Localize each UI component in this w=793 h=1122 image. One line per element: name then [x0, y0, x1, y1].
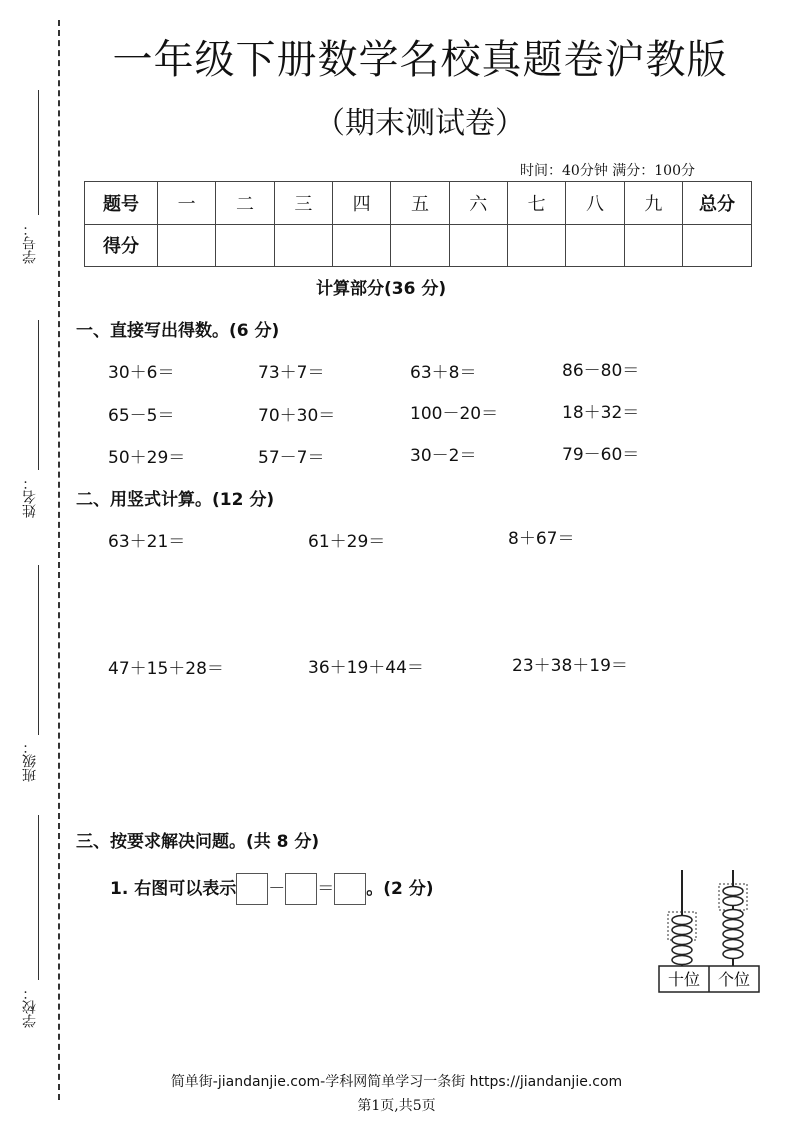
problem-item: 73＋7＝: [258, 363, 325, 383]
problem-item: 61＋29＝: [308, 532, 386, 552]
school-line: [38, 815, 39, 980]
problem-item: 30－2＝: [410, 446, 477, 466]
problem-item: 65－5＝: [108, 406, 175, 426]
problem-item: 63＋21＝: [108, 532, 186, 552]
section-1-title: 一、直接写出得数。(6 分): [76, 321, 280, 341]
tens-bead: [672, 956, 692, 965]
table-cell: 总分: [683, 182, 752, 225]
tens-label: 十位: [667, 970, 701, 989]
name-line: [38, 320, 39, 470]
part-title: 计算部分(36 分): [316, 279, 447, 299]
question-1: [110, 872, 434, 906]
ones-bead: [723, 940, 743, 949]
ones-bead: [723, 887, 743, 896]
score-cell[interactable]: [507, 224, 565, 267]
tens-bead: [672, 916, 692, 925]
problem-item: 47＋15＋28＝: [108, 659, 224, 679]
time-info: 时间：40分钟 满分：100分: [520, 163, 695, 179]
answer-box[interactable]: [334, 873, 366, 905]
tens-bead: [672, 946, 692, 955]
section-3-title: 三、按要求解决问题。(共 8 分): [76, 832, 320, 852]
table-cell: 七: [507, 182, 565, 225]
table-cell: 九: [624, 182, 682, 225]
page-title: 一年级下册数学名校真题卷沪教版: [112, 37, 728, 83]
ones-bead: [723, 920, 743, 929]
minus-sign: －: [268, 879, 286, 899]
score-cell[interactable]: [332, 224, 390, 267]
school-label: 学校：: [22, 986, 38, 1028]
student-id-line: [38, 90, 39, 215]
table-cell: 四: [332, 182, 390, 225]
problem-item: 70＋30＝: [258, 406, 336, 426]
class-line: [38, 565, 39, 735]
problem-item: 18＋32＝: [562, 403, 640, 423]
table-cell: 六: [449, 182, 507, 225]
table-cell: 五: [391, 182, 449, 225]
table-cell: 一: [158, 182, 216, 225]
score-table-header-row: [85, 182, 752, 225]
problem-item: 8＋67＝: [508, 529, 575, 549]
score-cell[interactable]: [624, 224, 682, 267]
score-cell[interactable]: [683, 224, 752, 267]
answer-box[interactable]: [285, 873, 317, 905]
ones-bead: [723, 910, 743, 919]
score-cell[interactable]: [274, 224, 332, 267]
page-subtitle: （期末测试卷）: [315, 106, 525, 141]
problem-item: 30＋6＝: [108, 363, 175, 383]
problem-item: 23＋38＋19＝: [512, 656, 628, 676]
problem-item: 36＋19＋44＝: [308, 658, 424, 678]
score-cell[interactable]: [216, 224, 274, 267]
footer-site: 简单街-jiandanjie.com-学科网简单学习一条街 https://jiandanjie.com: [170, 1074, 623, 1090]
question-1-suffix: 。(2 分): [366, 879, 434, 899]
class-label: 班级：: [22, 740, 38, 782]
table-cell: 二: [216, 182, 274, 225]
answer-box[interactable]: [236, 873, 268, 905]
score-cell[interactable]: [449, 224, 507, 267]
problem-item: 79－60＝: [562, 445, 640, 465]
problem-item: 50＋29＝: [108, 448, 186, 468]
abacus-illustration: [656, 868, 762, 994]
score-cell[interactable]: [158, 224, 216, 267]
binding-dashed-line: [58, 20, 60, 1100]
table-cell: 八: [566, 182, 624, 225]
score-table: [84, 181, 752, 267]
problem-item: 63＋8＝: [410, 363, 477, 383]
score-cell[interactable]: [566, 224, 624, 267]
table-cell: 题号: [85, 182, 158, 225]
equals-sign: ＝: [317, 879, 335, 899]
ones-bead: [723, 897, 743, 906]
problem-item: 86－80＝: [562, 361, 640, 381]
name-label: 姓名：: [22, 476, 38, 518]
footer-page-number: 第1页,共5页: [357, 1098, 436, 1114]
question-1-prefix: 1. 右图可以表示: [110, 879, 237, 899]
table-cell: 三: [274, 182, 332, 225]
tens-bead: [672, 936, 692, 945]
table-cell: 得分: [85, 224, 158, 267]
problem-item: 57－7＝: [258, 448, 325, 468]
section-2-title: 二、用竖式计算。(12 分): [76, 490, 275, 510]
ones-bead: [723, 930, 743, 939]
tens-bead: [672, 926, 692, 935]
score-cell[interactable]: [391, 224, 449, 267]
problem-item: 100－20＝: [410, 404, 499, 424]
score-table-score-row: [85, 224, 752, 267]
ones-label: 个位: [717, 970, 751, 989]
ones-bead: [723, 950, 743, 959]
student-id-label: 学号：: [22, 222, 38, 264]
